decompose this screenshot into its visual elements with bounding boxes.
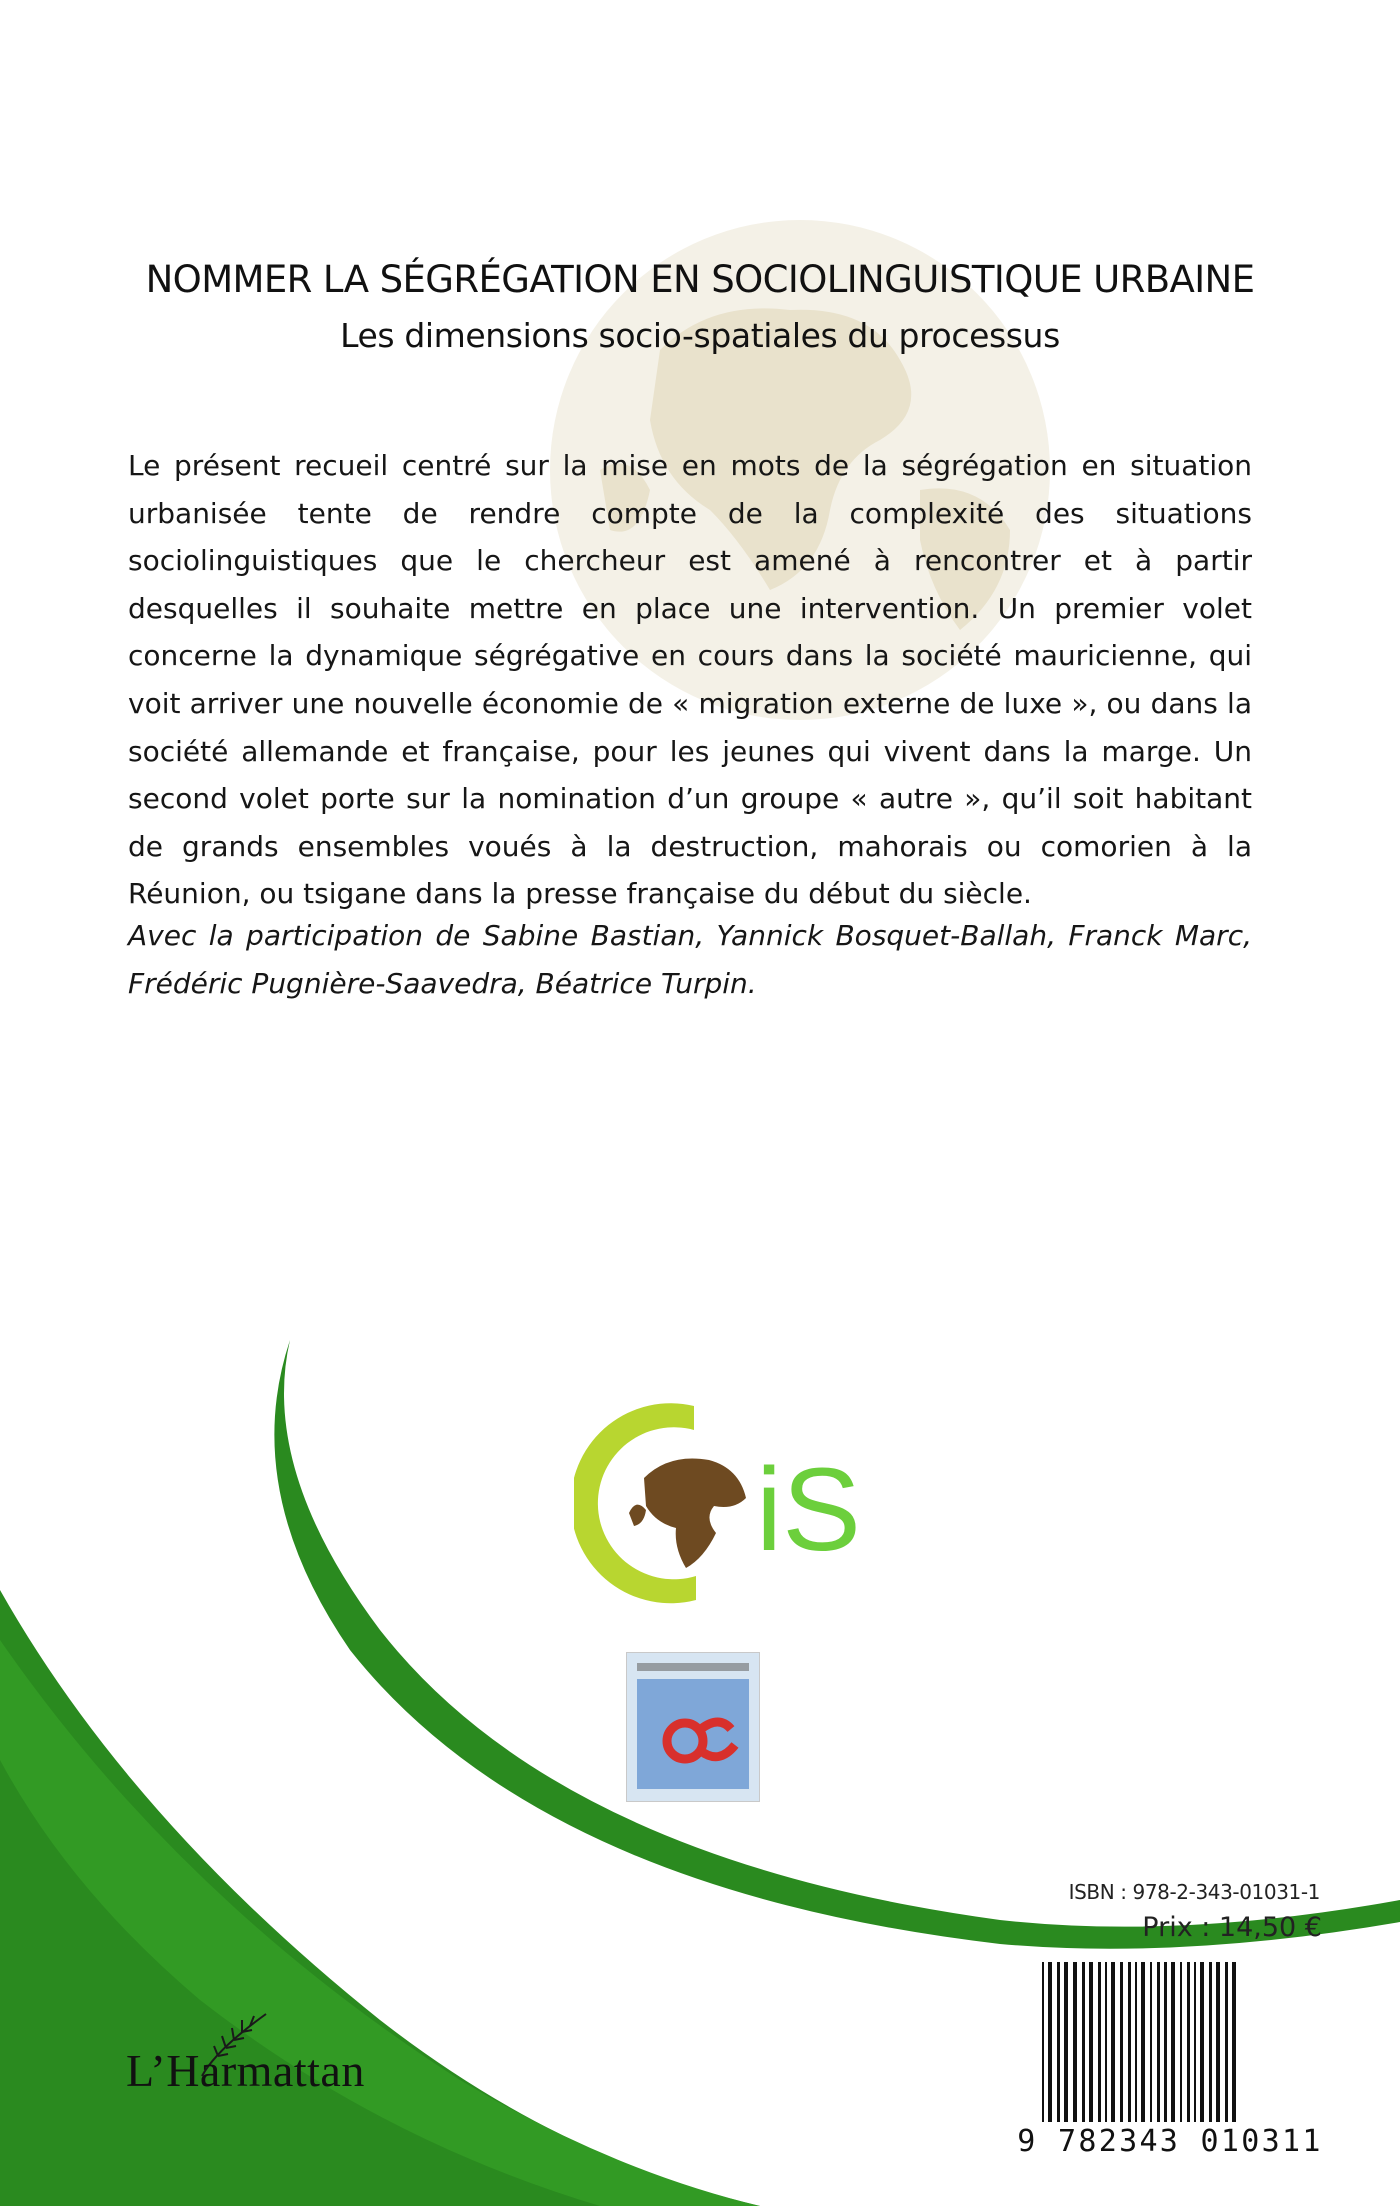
barcode-bar bbox=[1216, 1962, 1220, 2122]
barcode-bar bbox=[1105, 1962, 1107, 2122]
cis-logo-text: iS bbox=[756, 1444, 861, 1576]
publisher-logo-text: L’Harmattan bbox=[126, 2045, 365, 2096]
participants-note: Avec la participation de Sabine Bastian, Yannick Bosquet-Ballah, Franck Marc, Frédéric Pugnière-Saavedra, Béatrice Turpin. bbox=[128, 919, 1252, 1000]
barcode-bar bbox=[1128, 1962, 1131, 2122]
back-cover-summary: Le présent recueil centré sur la mise en mots de la ségrégation en situation urbanisée tente de rendre compte de la complexité des situations sociolinguistiques que le chercheur est amené à rencontrer et à partir desquelles il souhaite mettre en place une intervention. Un premier volet concerne la dynamique ségrégative en cours dans la société mauricienne, qui voit arriver une nouvelle économie de « migration externe de luxe », ou dans la société allemande et française, pour les jeunes qui vivent dans la marge. Un second volet porte sur la nomination d’un groupe « autre », qu’il soit habitant de grands ensembles voués à la destruction, mahorais ou comorien à la Réunion, ou tsigane dans la presse française du début du siècle. bbox=[128, 449, 1252, 911]
barcode-bar bbox=[1150, 1962, 1152, 2122]
barcode-bar bbox=[1164, 1962, 1167, 2122]
barcode-bar bbox=[1098, 1962, 1101, 2122]
barcode-bar bbox=[1209, 1962, 1212, 2122]
barcode-bar bbox=[1135, 1962, 1137, 2122]
isbn-label: ISBN : 978-2-343-01031-1 bbox=[1068, 1880, 1320, 1904]
barcode-bar bbox=[1232, 1962, 1236, 2122]
barcode-bar bbox=[1064, 1962, 1068, 2122]
barcode-bar bbox=[1073, 1962, 1077, 2122]
barcode-bar bbox=[1187, 1962, 1190, 2122]
barcode-bar bbox=[1057, 1962, 1060, 2122]
barcode-bar bbox=[1157, 1962, 1160, 2122]
thumbnail-symbol bbox=[627, 1653, 760, 1802]
book-title: NOMMER LA SÉGRÉGATION EN SOCIOLINGUISTIQUE URBAINE bbox=[145, 258, 1255, 301]
price-label: Prix : 14,50 € bbox=[1142, 1912, 1322, 1943]
barcode-bar bbox=[1171, 1962, 1175, 2122]
barcode-bar bbox=[1225, 1962, 1228, 2122]
barcode-bar bbox=[1048, 1962, 1052, 2122]
barcode-bar bbox=[1180, 1962, 1182, 2122]
barcode-bar bbox=[1194, 1962, 1196, 2122]
globe-icon bbox=[627, 1446, 751, 1570]
barcode-bar bbox=[1141, 1962, 1145, 2122]
barcode-bar bbox=[1089, 1962, 1093, 2122]
barcode-digits: 9 782343 010311 bbox=[1010, 2124, 1330, 2159]
cis-series-logo bbox=[574, 1398, 894, 1608]
barcode-bar bbox=[1111, 1962, 1115, 2122]
barcode-bar bbox=[1200, 1962, 1204, 2122]
book-subtitle: Les dimensions socio-spatiales du processus bbox=[340, 316, 1060, 355]
collection-book-thumbnail bbox=[626, 1652, 760, 1802]
barcode-bar bbox=[1120, 1962, 1123, 2122]
barcode-bar bbox=[1042, 1962, 1044, 2122]
barcode-bar bbox=[1082, 1962, 1085, 2122]
